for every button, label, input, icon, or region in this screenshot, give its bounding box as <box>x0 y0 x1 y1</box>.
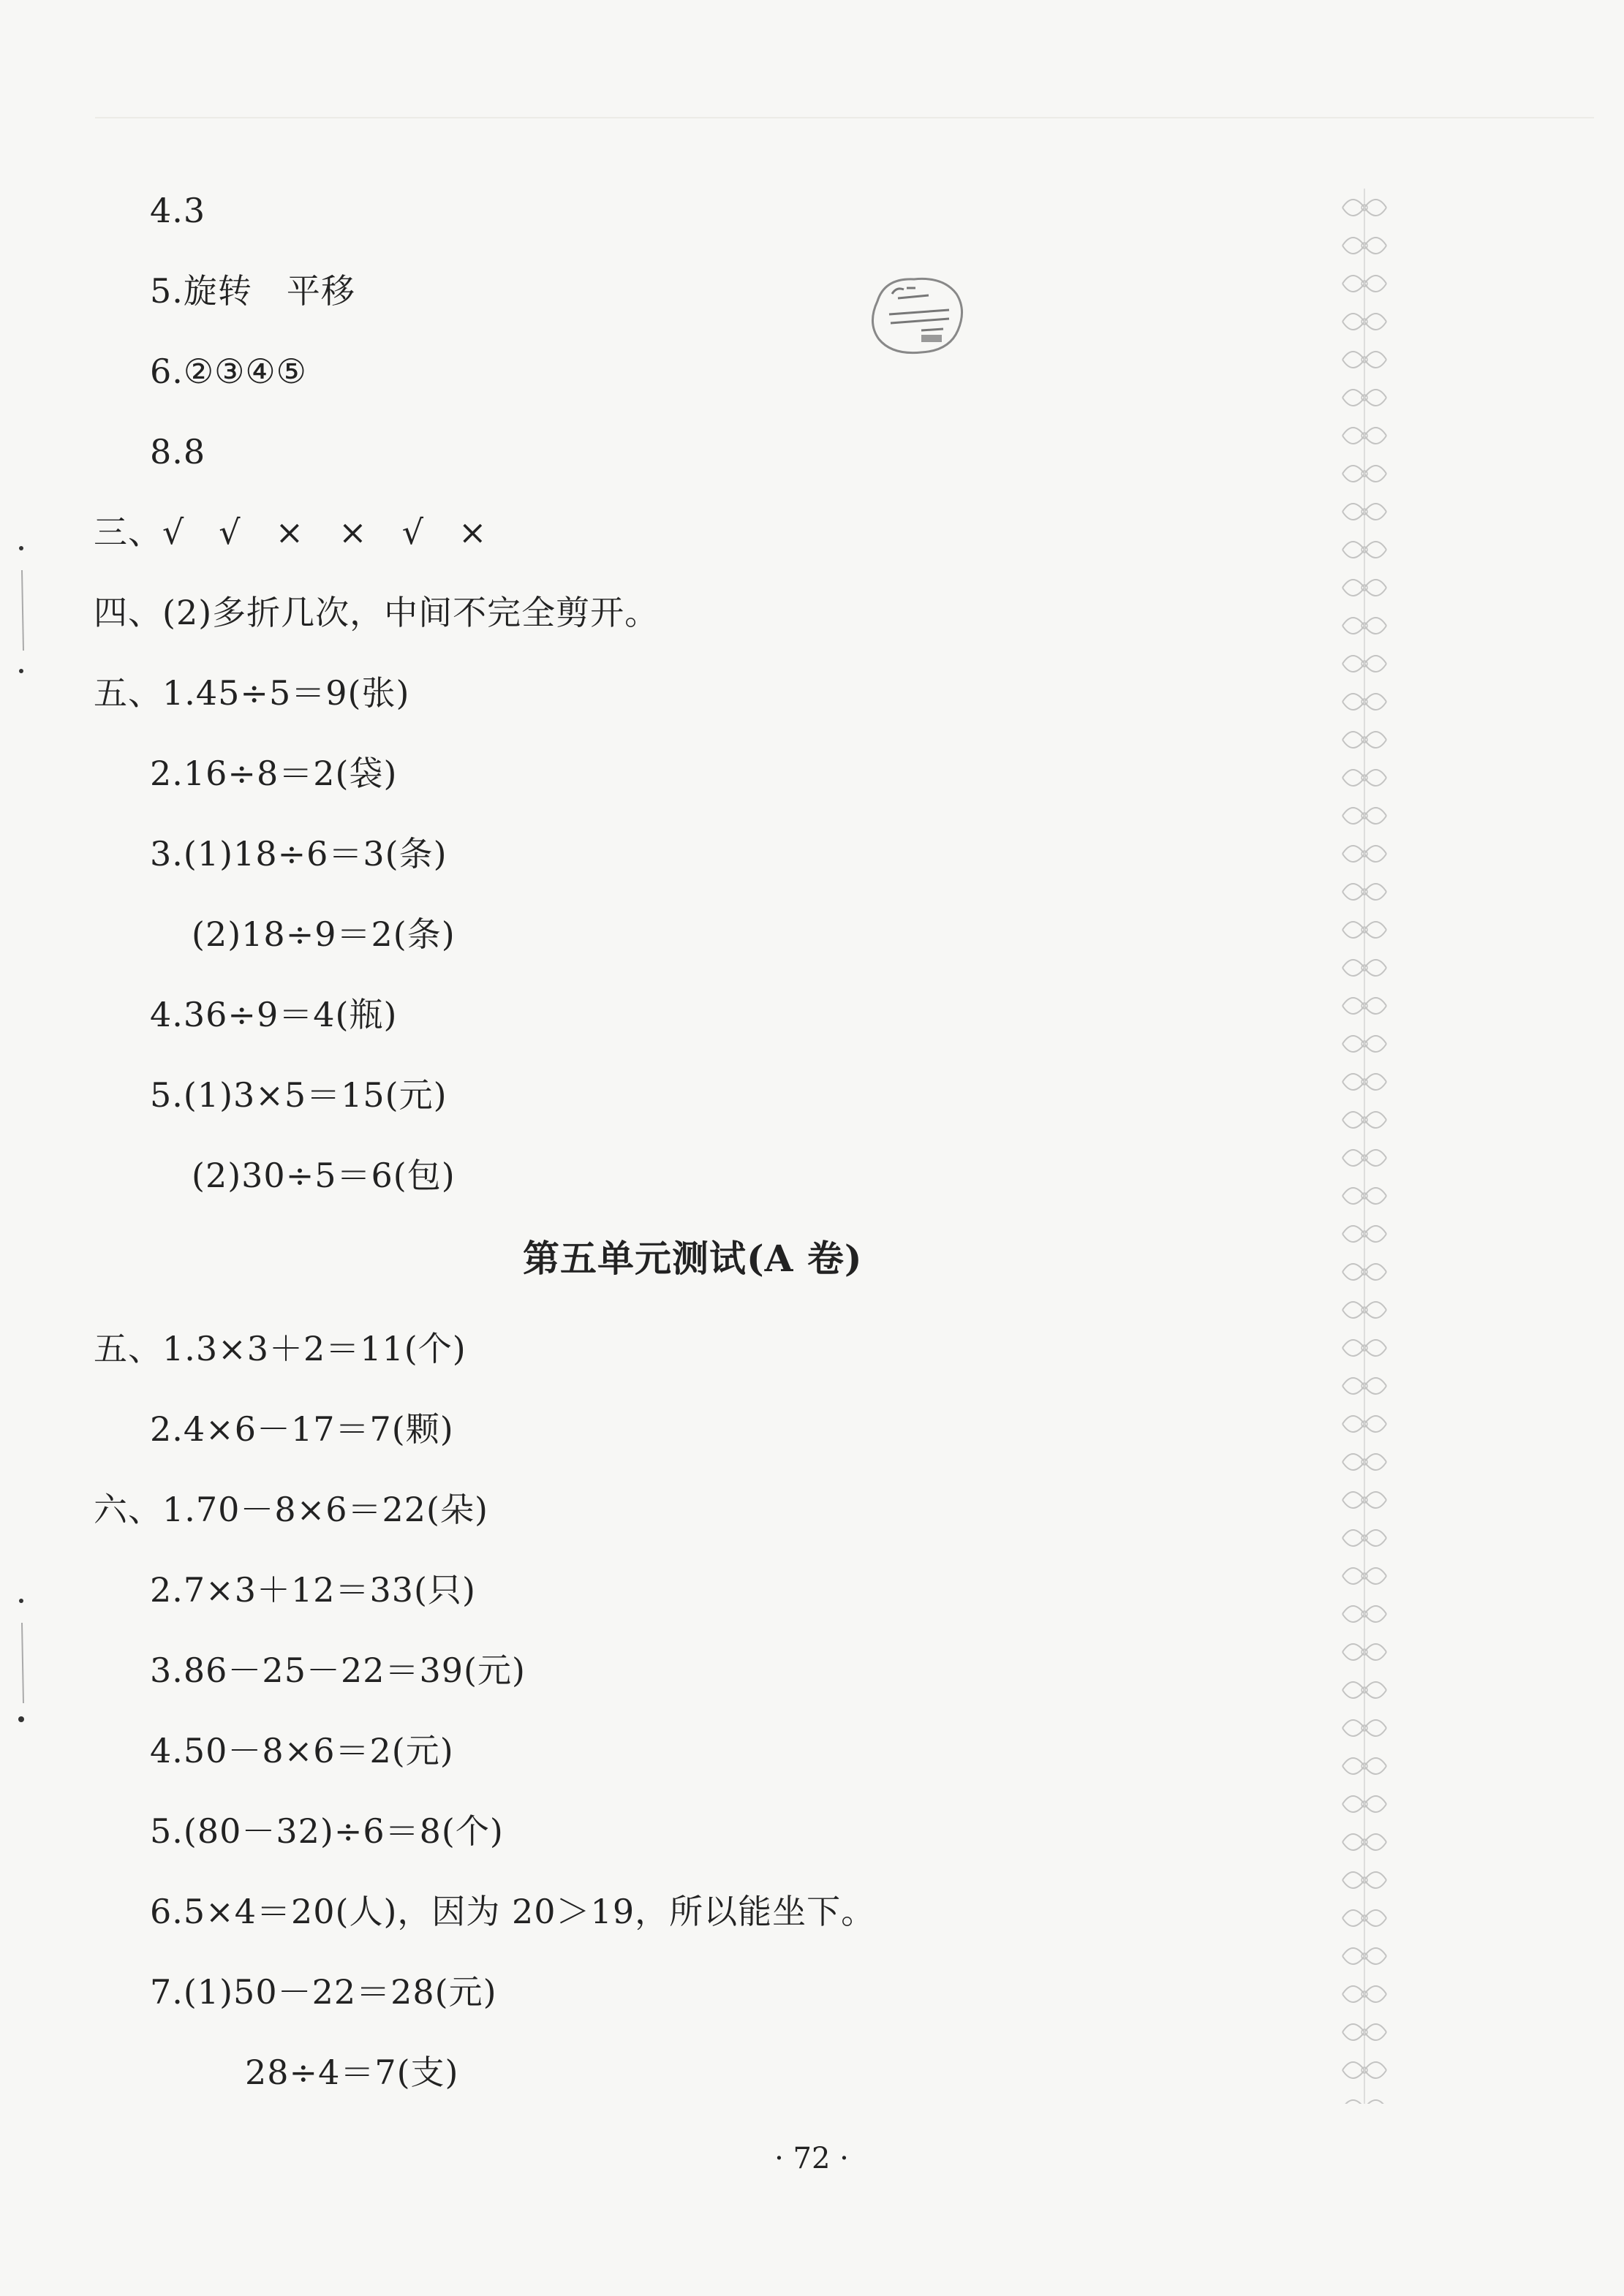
margin-binding-mark <box>10 1594 32 1732</box>
decorative-border-strip <box>1335 189 1394 2104</box>
stamp-logo <box>863 272 969 358</box>
answer-line: 5.(80－32)÷6＝8(个) <box>150 1811 504 1851</box>
answer-line: 3.(1)18÷6＝3(条) <box>150 834 447 874</box>
answer-line: 4.36÷9＝4(瓶) <box>150 995 398 1034</box>
section-six-answer: 六、1.70－8×6＝22(朵) <box>94 1490 488 1529</box>
page-top-rule <box>95 117 1594 118</box>
answer-line: 4.3 <box>150 191 206 230</box>
answer-line: 5.(1)3×5＝15(元) <box>150 1075 447 1115</box>
answer-line: 7.(1)50－22＝28(元) <box>150 1972 497 2012</box>
section-three-answers: 三、√ √ × × √ × <box>94 512 488 552</box>
answer-subline: (2)30÷5＝6(包) <box>192 1156 456 1195</box>
answer-line: 2.4×6－17＝7(颗) <box>150 1409 454 1449</box>
answer-line: 4.50－8×6＝2(元) <box>150 1731 454 1770</box>
section-five-answer: 五、1.3×3＋2＝11(个) <box>94 1329 467 1368</box>
answer-subline: (2)18÷9＝2(条) <box>192 914 456 954</box>
answer-line: 2.7×3＋12＝33(只) <box>150 1570 476 1610</box>
answer-subline: 28÷4＝7(支) <box>245 2053 459 2092</box>
margin-binding-mark <box>10 541 32 680</box>
page-number: · 72 · <box>774 2142 849 2175</box>
answer-line: 6.②③④⑤ <box>150 352 307 391</box>
section-five-answer: 五、1.45÷5＝9(张) <box>94 673 410 713</box>
answer-line: 2.16÷8＝2(袋) <box>150 754 398 793</box>
section-four-answer: 四、(2)多折几次，中间不完全剪开。 <box>94 593 660 632</box>
answer-line: 5.旋转 平移 <box>150 271 355 311</box>
answer-line: 8.8 <box>150 432 206 471</box>
answer-line: 3.86－25－22＝39(元) <box>150 1651 526 1690</box>
unit-test-title: 第五单元测试(A 卷) <box>523 1237 863 1280</box>
answer-line: 6.5×4＝20(人)，因为 20＞19，所以能坐下。 <box>150 1892 876 1931</box>
